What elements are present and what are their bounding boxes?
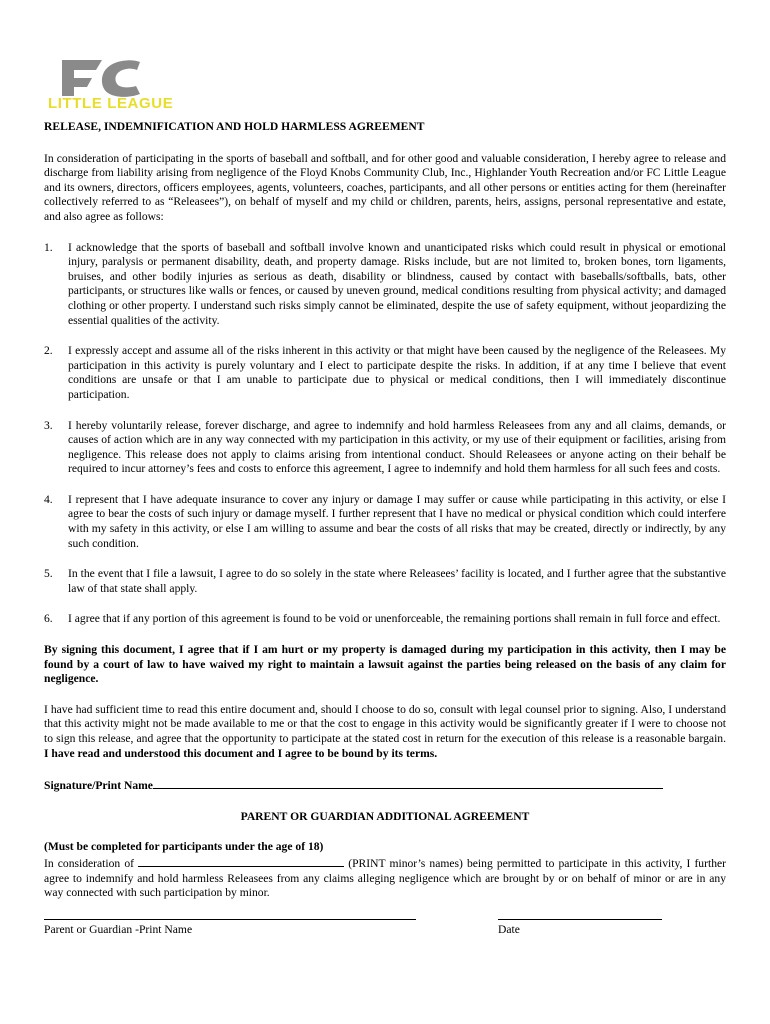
closing-paragraph [44, 703, 726, 761]
clause-6 [44, 612, 726, 627]
bold-notice: By signing this document, I agree that if I am hurt or my property is damaged during my participation in this activity, then I may be found by a court of law to have waived my right to maintain a lawsuit against the parties being released on the basis of any claim for negligence. [44, 643, 726, 686]
signature-label: Signature/Print Name [44, 779, 153, 793]
clause-number: 6. [44, 612, 53, 626]
guardian-name-line[interactable] [44, 919, 416, 920]
date-label: Date [498, 922, 520, 936]
clause-number: 4. [44, 492, 53, 506]
clause-5 [44, 567, 726, 596]
guardian-name-label: Parent or Guardian -Print Name [44, 922, 193, 936]
closing-bold-text: I have read and understood this document and I agree to be bound by its terms. [44, 746, 438, 760]
parent-rest: (PRINT minor’s names) being permitted to participate in this activity, I further agree to indemnify and hold harmless Releasees from any claims alleging negligence which are brought by or on behalf of minor or are in any way connected with such participation by minor. [44, 856, 726, 900]
clause-text: In the event that I file a lawsuit, I agree to do so solely in the state where Releasees’ facility is located, and I further agree that the substantive law of that state shall apply. [68, 567, 726, 595]
signature-line[interactable] [153, 777, 663, 789]
signature-row [44, 777, 726, 794]
clause-text: I acknowledge that the sports of baseball and softball involve known and unanticipated risks which could result in physical or emotional injury, paralysis or permanent disability, death, and property damage. Risks include, but are not limited to, broken bones, torn ligaments, bruises, and other bodily injuries as serious as death, disability or blindness, caused by contact with baseballs/softballs, bats, other participants, or structures like walls or fences, or caused by uneven ground, medical conditions resulting from physical activity; and damaged clothing or other property. I understand such risks simply cannot be eliminated, despite the use of safety equipment, without jeopardizing the essential qualities of the activity. [68, 240, 726, 327]
clause-1 [44, 241, 726, 329]
clause-text: I agree that if any portion of this agreement is found to be void or unenforceable, the remaining portions shall remain in full force and effect. [68, 612, 721, 626]
document-body [44, 116, 726, 959]
clause-2 [44, 344, 726, 402]
clause-number: 1. [44, 240, 53, 254]
parent-paragraph [44, 840, 726, 900]
intro-paragraph: In consideration of participating in the sports of baseball and softball, and for other good and valuable consideration, I hereby agree to release and discharge from liability arising from negligence of the Floyd Knobs Community Club, Inc., Highlander Youth Recreation and/or FC Little League and its owners, directors, officers employees, agents, volunteers, coaches, participants, and all other persons or entities acting for them (hereinafter collectively referred to as “Releasees”), on behalf of myself and my child or children, parents, heirs, assigns, personal representative and estate, and also agree as follows: [44, 151, 726, 223]
clause-number: 2. [44, 344, 53, 358]
clause-text: I represent that I have adequate insurance to cover any injury or damage I may suffer or cause while participating in this activity, or else I agree to bear the costs of such injury or damage myself. I further represent that I have no medical or physical condition which could interfere with my safety in this activity, or else I am willing to assume and bear the costs of all risks that may be created, directly or indirectly, by any such condition. [68, 492, 726, 550]
clause-number: 3. [44, 418, 53, 432]
clause-text: I hereby voluntarily release, forever discharge, and agree to indemnify and hold harmless Releasees from any and all claims, demands, or causes of action which are in any way connected with my participation in this activity, or my use of their equipment or facilities, arising from negligence. This release does not apply to claims arising from intentional conduct. Should Releasees or anyone acting on their behalf be required to incur attorney’s fees and costs to enforce this agreement, I agree to indemnify and hold them harmless for all such fees and costs. [68, 418, 726, 476]
clause-text: I expressly accept and assume all of the risks inherent in this activity or that might have been caused by the negligence of the Releasees. My participation in this activity is purely voluntary and I elect to participate despite the risks. In addition, if at any time I believe that event conditions are unsafe or that I am unable to participate due to physical or medical conditions, then I will immediately discontinue participation. [68, 344, 726, 401]
clause-4 [44, 493, 726, 551]
clause-3 [44, 419, 726, 477]
closing-text: I have had sufficient time to read this entire document and, should I choose to do so, consult with legal counsel prior to signing. Also, I understand that this activity might not be made available to me or that the cost to engage in this activity would be significantly greater if I were to choose not to sign this release, and agree that the opportunity to participate at the stated cost in return for the execution of this release is a reasonable bargain. [44, 702, 726, 745]
document-title: RELEASE, INDEMNIFICATION AND HOLD HARMLESS AGREEMENT [44, 120, 425, 133]
minor-name-line[interactable] [138, 855, 344, 867]
logo-text: LITTLE LEAGUE [48, 95, 174, 112]
guardian-signature-row [44, 919, 726, 959]
parent-prefix: In consideration of [44, 856, 134, 870]
clause-number: 5. [44, 567, 53, 581]
date-line[interactable] [498, 919, 662, 920]
parent-must-note: (Must be completed for participants under the age of 18) [44, 840, 324, 854]
parent-heading: PARENT OR GUARDIAN ADDITIONAL AGREEMENT [240, 809, 530, 823]
